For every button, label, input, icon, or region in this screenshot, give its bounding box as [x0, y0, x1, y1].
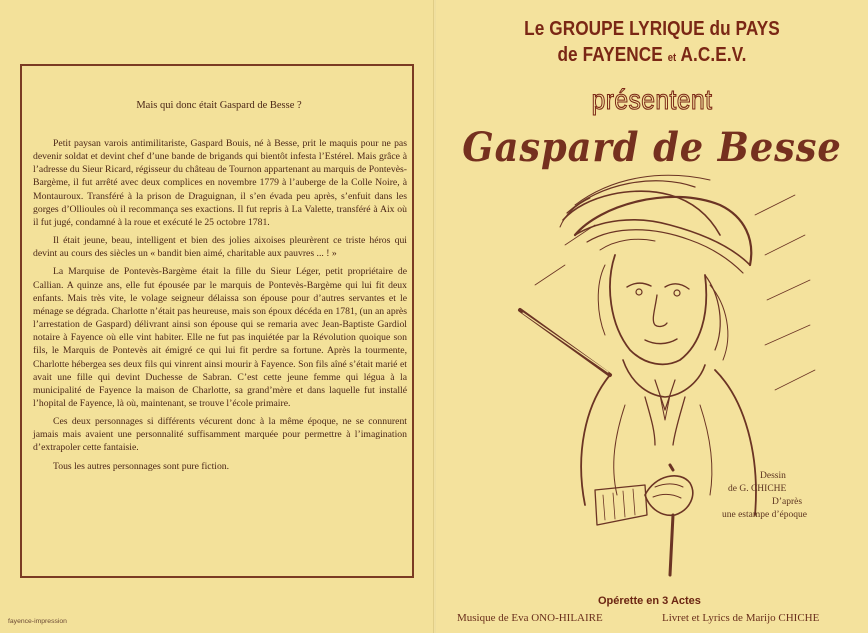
- story-paragraph-1: Petit paysan varois antimilitariste, Gaspard Bouis, né à Besse, prit le maquis pour ne pas devenir soldat et devint chef d’une bande de brigands qui bientôt infesta l’Estérel. Mais grâce à l’adresse du Sieur Ricard, régisseur du château de Tournon appartenant au marquis de Pontevès-Bargème, il fut arrêté avec deux complices en novembre 1779 à l’auberge de la Colle Noire, à Montauroux. Transféré à la prison de Draguignan, il s’en évada peu après, s’enfuit dans les gorges d’Ollioules où il recommança ses exactions. Il fut repris à La Valette, transféré à Aix où il fut jugé, condamné à la roue et exécuté le 25 octobre 1781.: [33, 138, 407, 228]
- heading-fayence: de FAYENCE: [557, 44, 663, 66]
- printer-credit: fayence-impression: [8, 618, 67, 625]
- play-title: Gaspard de Besse: [462, 124, 842, 171]
- gaspard-portrait-drawing: [505, 165, 825, 590]
- heading-acev: A.C.E.V.: [680, 44, 747, 66]
- operette-label: Opérette en 3 Actes: [598, 595, 701, 607]
- heading-line-2: [466, 44, 838, 67]
- story-paragraph-5: Tous les autres personnages sont pure fiction.: [53, 460, 230, 472]
- dessin-line-3: D’après: [772, 497, 803, 507]
- illustration-credit: [720, 470, 835, 522]
- dessin-line-2: de G. CHICHE: [728, 484, 787, 494]
- libretto-credit: Livret et Lyrics de Marijo CHICHE: [662, 612, 820, 624]
- story-paragraph-2: Il était jeune, beau, intelligent et bien des jolies aixoises pleurèrent ce triste héros qui devint au cours des siècles un « bandit bien aimé, charitable aux pauvres ... ! »: [33, 235, 407, 260]
- dessin-line-4: une estampe d’époque: [722, 510, 807, 520]
- music-credit: Musique de Eva ONO-HILAIRE: [457, 612, 603, 624]
- dessin-line-1: Dessin: [760, 471, 786, 481]
- story-frame: [20, 64, 414, 578]
- story-paragraph-4: Ces deux personnages si différents vécurent donc à la même époque, ne se connurent jamais mais avaient une personnalité suffisamment marquée pour permettre à l’imagination d’extrapoler cette fantaisie.: [33, 416, 407, 454]
- heading-line-1: Le GROUPE LYRIQUE du PAYS: [524, 18, 780, 40]
- story-text: [33, 137, 407, 478]
- story-question: Mais qui donc était Gaspard de Besse ?: [136, 100, 302, 111]
- story-paragraph-3: La Marquise de Pontevès-Bargème était la fille du Sieur Léger, petit propriétaire de Callian. A quinze ans, elle fut épousée par le marquis de Pontevès-Bargème qui lui fit deux enfants. Mais très vite, le volage seigneur délaissa son épouse pour d’autres servantes et le ménage se dégrada. Charlotte n’était pas heureuse, mais son époux décéda en 1781, (un an après l’arrestation de Gaspard) délivrant ainsi son épouse qui se remaria avec Jean-Baptiste Gardiol notaire à Fayence où elle vint habiter. Elle ne fut pas inquiétée par la Révolution quoique son fils, le Marquis de Pontevès ait émigré ce qui lui fit perdre sa fortune. Après la tourmente, Charlotte hébergea ses deux fils qui vinrent ainsi mourir à Fayence. Son fils aîné s’était marié et avait une fille qui devint Duchesse de Sabran. C’est cette jeune femme qui légua à la municipalité de Fayence la maison de Charlotte, sa grand’mère et dans laquelle fut installé l’hopital de Fayence, là où, maintenant, se trouve l’école primaire.: [33, 266, 407, 409]
- credits-line: [457, 612, 862, 624]
- heading-et: et: [667, 52, 677, 64]
- presentent-label: présentent: [591, 84, 713, 115]
